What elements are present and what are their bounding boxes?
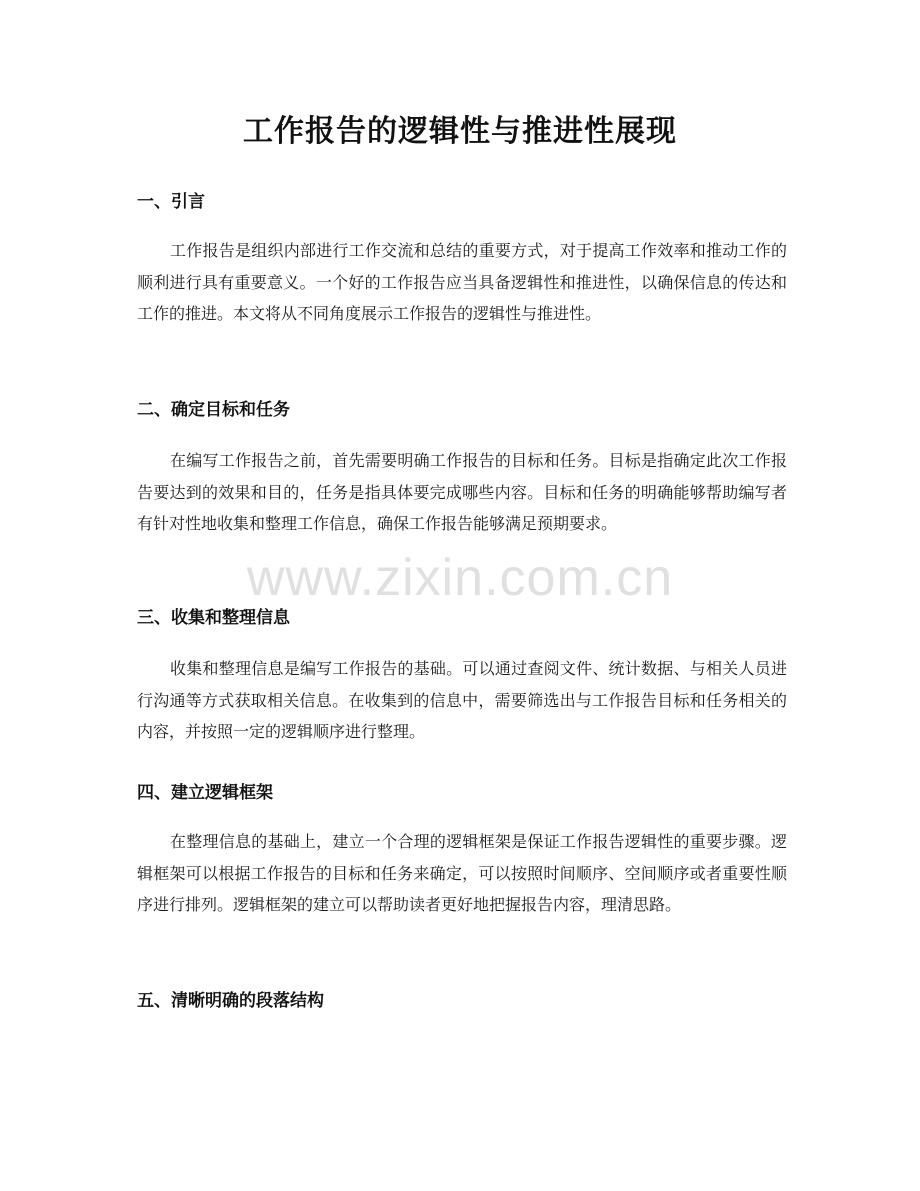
section-heading-goals: 二、确定目标和任务 xyxy=(137,400,290,420)
section-paragraph-collect-info: 收集和整理信息是编写工作报告的基础。可以通过查阅文件、统计数据、与相关人员进行沟通等方式获取相关信息。在收集到的信息中，需要筛选出与工作报告目标和任务相关的内容，并按照一定的逻辑顺序进行整理。 xyxy=(137,659,787,741)
section-paragraph-goals: 在编写工作报告之前，首先需要明确工作报告的目标和任务。目标是指确定此次工作报告要达到的效果和目的，任务是指具体要完成哪些内容。目标和任务的明确能够帮助编写者有针对性地收集和整理工作信息，确保工作报告能够满足预期要求。 xyxy=(137,451,787,533)
section-heading-collect-info: 三、收集和整理信息 xyxy=(137,608,290,628)
page-title: 工作报告的逻辑性与推进性展现 xyxy=(243,114,677,149)
section-paragraph-introduction: 工作报告是组织内部进行工作交流和总结的重要方式，对于提高工作效率和推动工作的顺利进行具有重要意义。一个好的工作报告应当具备逻辑性和推进性，以确保信息的传达和工作的推进。本文将从不同角度展示工作报告的逻辑性与推进性。 xyxy=(137,241,787,323)
section-paragraph-logic-framework: 在整理信息的基础上，建立一个合理的逻辑框架是保证工作报告逻辑性的重要步骤。逻辑框架可以根据工作报告的目标和任务来确定，可以按照时间顺序、空间顺序或者重要性顺序进行排列。逻辑框架的建立可以帮助读者更好地把握报告内容，理清思路。 xyxy=(137,832,787,914)
section-heading-logic-framework: 四、建立逻辑框架 xyxy=(137,783,273,803)
section-heading-introduction: 一、引言 xyxy=(137,192,205,212)
section-heading-paragraph-structure: 五、清晰明确的段落结构 xyxy=(137,991,324,1011)
watermark-text: www.zixin.com.cn xyxy=(246,549,674,607)
